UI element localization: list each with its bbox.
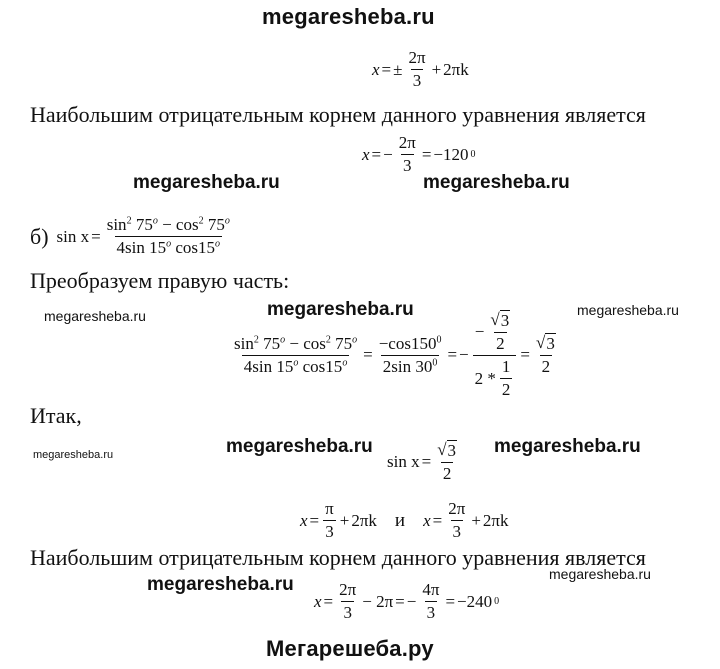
degree-mark: 0 — [494, 596, 500, 607]
watermark-small1: megaresheba.ru — [44, 308, 146, 324]
conjunction-and: и — [394, 509, 406, 531]
fraction-sqrt3-2: √ 3 2 — [437, 440, 457, 483]
var-x: x — [372, 59, 380, 79]
denominator: 3 — [403, 156, 412, 175]
plus-sign: + — [471, 510, 481, 530]
var-x: x — [362, 144, 370, 164]
denominator: 4sin 15$^o$ cos15$^o$ — [116, 238, 221, 257]
equals-sign: = — [445, 591, 456, 611]
watermark-top: megaresheba.ru — [262, 4, 435, 29]
watermark-mid2: megaresheba.ru — [423, 172, 570, 193]
minus-sign: − — [406, 591, 417, 611]
fraction-2pi-3: $\frac{2\pi}{3}$ — [339, 580, 357, 622]
minus-sign: − — [459, 345, 469, 364]
fraction-2pi-3 — [397, 133, 418, 176]
denominator: 2 * $\frac{1}{2}$ — [473, 355, 517, 400]
equals-sign: = — [363, 345, 373, 364]
watermark-footer: Мегарешеба.ру — [266, 636, 434, 661]
term-2pik: 2πk — [443, 59, 469, 79]
fraction-sqrt3-2: √ 3 2 — [490, 310, 510, 353]
equals-sign: = — [421, 452, 432, 471]
fraction-original — [232, 334, 359, 377]
equals-sign: = — [432, 510, 443, 530]
fraction-1-2: $\frac{1}{2}$ — [501, 357, 511, 399]
formula-roots — [300, 499, 509, 542]
denominator: 4sin 15$^o$ cos15$^o$ — [243, 356, 348, 376]
sin-x: sin x — [56, 226, 90, 246]
value-neg120: −120 — [433, 144, 469, 164]
numerator: − √ 3 2 — [473, 310, 516, 355]
equals-sign: = — [309, 510, 320, 530]
watermark-small2: megaresheba.ru — [577, 302, 679, 318]
sin-x: sin x — [387, 452, 420, 471]
degree-mark: 0 — [470, 149, 476, 160]
term-2pik: 2πk — [351, 510, 377, 530]
plus-sign: + — [339, 510, 350, 530]
equals-sign: = — [91, 226, 101, 246]
numerator: $\sin^2 75^o - \cos^2 75^o$ — [234, 333, 358, 353]
fraction-nested — [473, 310, 517, 400]
var-x: x — [314, 591, 322, 611]
equals-sign: = — [520, 345, 530, 364]
fraction-result: √ 3 2 — [535, 333, 555, 376]
watermark-small3: megaresheba.ru — [549, 566, 651, 582]
text-itak: Итак, — [30, 403, 82, 428]
numerator: $\sin^2 75^o - \cos^2 75^o$ — [106, 215, 230, 234]
formula-sinx-equals — [387, 440, 461, 484]
term-minus-2pi: − 2π — [362, 591, 394, 611]
value-neg240: −240 — [457, 591, 493, 611]
formula-answer-2 — [314, 580, 499, 623]
equals-sign: = — [447, 345, 458, 364]
text-largest-negative-root-1: Наибольшим отрицательным корнем данного уравнения является — [30, 102, 646, 127]
watermark-mid6: megaresheba.ru — [147, 574, 294, 595]
part-b-label: б) — [30, 223, 49, 249]
watermark-mid1: megaresheba.ru — [133, 172, 280, 193]
denominator: 3 — [412, 71, 422, 90]
term-2pik: 2πk — [482, 510, 509, 530]
watermark-mid3: megaresheba.ru — [267, 299, 414, 320]
plus-sign: + — [431, 59, 442, 79]
numerator: 2π — [398, 133, 416, 152]
formula-transformation — [230, 310, 560, 400]
equals-sign: = — [323, 591, 334, 611]
watermark-tiny1: megaresheba.ru — [33, 449, 114, 461]
formula-answer-1 — [362, 133, 476, 176]
numerator: $-\cos 150^0$ — [378, 333, 442, 353]
numerator: 2π — [408, 48, 426, 67]
fraction-cos150 — [377, 334, 444, 377]
watermark-mid5: megaresheba.ru — [494, 436, 641, 457]
text-transform-right-side: Преобразуем правую часть: — [30, 268, 290, 293]
var-x: x — [300, 510, 308, 530]
var-x: x — [423, 510, 431, 530]
formula-general-root — [372, 48, 469, 91]
fraction-pi-3: $\frac{\pi}{3}$ — [325, 499, 334, 541]
fraction-2pi-3: $\frac{2\pi}{3}$ — [448, 499, 466, 541]
minus-sign: − — [383, 144, 393, 164]
fraction-2pi-3 — [406, 48, 427, 91]
equals-sign: = — [421, 144, 432, 164]
watermark-mid4: megaresheba.ru — [226, 436, 373, 457]
denominator: 2sin $30^0$ — [382, 356, 438, 376]
part-b-equation — [30, 215, 234, 258]
equals-sign: = — [381, 59, 392, 79]
fraction-b-main — [105, 215, 232, 258]
equals-sign: = — [371, 144, 382, 164]
fraction-4pi-3: $\frac{4\pi}{3}$ — [422, 580, 440, 622]
plus-minus-sign: ± — [393, 59, 403, 79]
equals-sign: = — [395, 591, 405, 611]
text-largest-negative-root-2: Наибольшим отрицательным корнем данного уравнения является — [30, 545, 646, 570]
